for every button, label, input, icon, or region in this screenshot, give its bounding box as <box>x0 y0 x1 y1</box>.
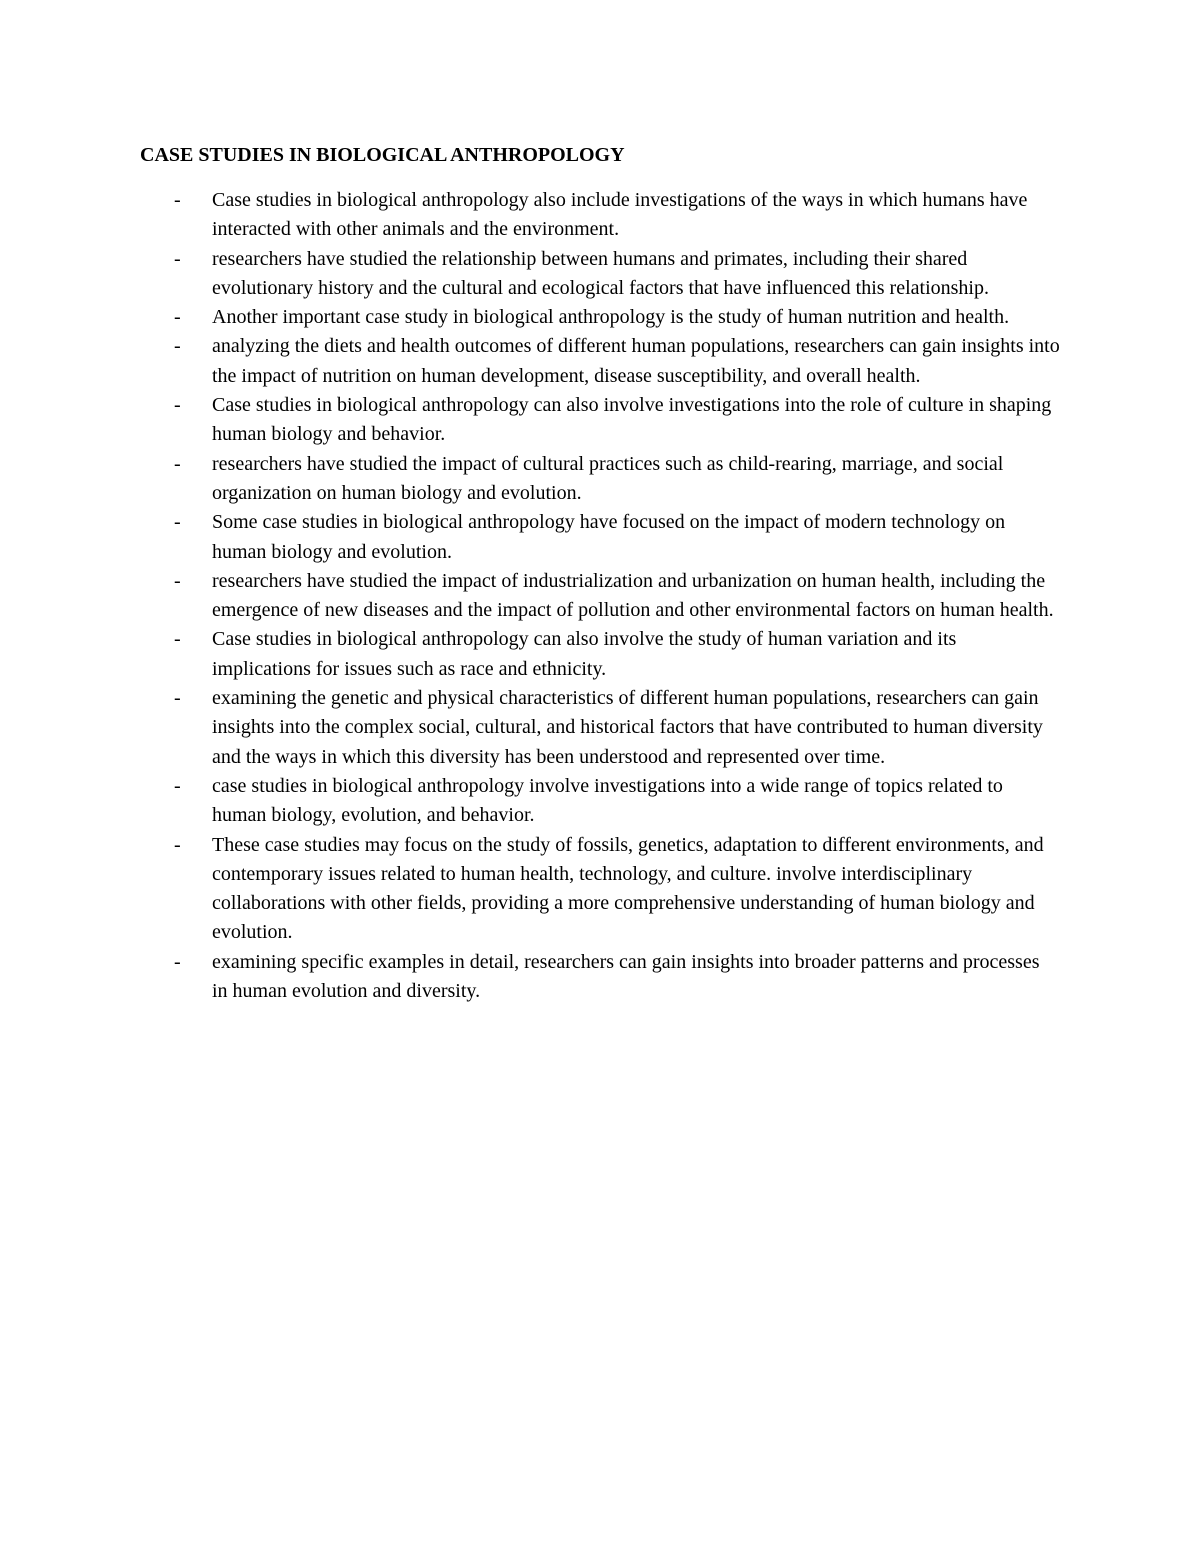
bullet-marker: - <box>174 306 181 329</box>
bullet-marker: - <box>174 950 181 973</box>
bullet-item <box>140 303 1060 332</box>
bullet-marker: - <box>174 394 181 417</box>
bullet-text: analyzing the diets and health outcomes of different human populations, researchers can gain insights into the impact of nutrition on human development, disease susceptibility, and overall health. <box>212 335 1060 387</box>
bullet-text: Another important case study in biological anthropology is the study of human nutrition and health. <box>212 306 1010 329</box>
bullet-item <box>140 948 1060 1007</box>
bullet-marker: - <box>174 833 181 856</box>
bullet-marker: - <box>174 335 181 358</box>
bullet-item <box>140 508 1060 567</box>
bullet-item <box>140 450 1060 509</box>
bullet-marker: - <box>174 774 181 797</box>
bullet-text: Case studies in biological anthropology can also involve investigations into the role of culture in shaping human biology and behavior. <box>212 394 1052 446</box>
bullet-text: researchers have studied the relationship between humans and primates, including their shared evolutionary history and the cultural and ecological factors that have influenced this relationship. <box>212 247 989 299</box>
bullet-text: researchers have studied the impact of industrialization and urbanization on human health, including the emergence of new diseases and the impact of pollution and other environmental factors on human health. <box>212 569 1054 622</box>
bullet-text: examining the genetic and physical characteristics of different human populations, researchers can gain insights into the complex social, cultural, and historical factors that have contributed to human diversity and the ways in which this diversity has been understood and represented over time. <box>212 687 1043 768</box>
bullet-text: Case studies in biological anthropology can also involve the study of human variation and its implications for issues such as race and ethnicity. <box>212 628 957 680</box>
bullet-marker: - <box>174 687 181 710</box>
document-title: CASE STUDIES IN BIOLOGICAL ANTHROPOLOGY <box>140 144 625 166</box>
bullet-marker: - <box>174 189 181 211</box>
bullet-item <box>140 186 1060 245</box>
bullet-item <box>140 625 1060 684</box>
bullet-item <box>140 332 1060 391</box>
bullet-text: Case studies in biological anthropology also include investigations of the ways in which humans have interacted with other animals and the environment. <box>212 189 1028 241</box>
bullet-item <box>140 567 1060 626</box>
bullet-item <box>140 684 1060 772</box>
bullet-text: examining specific examples in detail, researchers can gain insights into broader patterns and processes in human evolution and diversity. <box>212 950 1040 1003</box>
bullet-item <box>140 245 1060 304</box>
bullet-text: researchers have studied the impact of cultural practices such as child-rearing, marriage, and social organization on human biology and evolution. <box>212 452 1004 504</box>
bullet-text: case studies in biological anthropology involve investigations into a wide range of topics related to human biology, evolution, and behavior. <box>212 774 1003 827</box>
bullet-marker: - <box>174 511 181 534</box>
bullet-marker: - <box>174 628 181 651</box>
bullet-text: Some case studies in biological anthropology have focused on the impact of modern technology on human biology and evolution. <box>212 511 1006 563</box>
bullet-item <box>140 831 1060 948</box>
bullet-marker: - <box>174 569 181 592</box>
bullet-marker: - <box>174 247 181 270</box>
bullet-text: These case studies may focus on the study of fossils, genetics, adaptation to different environments, and contemporary issues related to human health, technology, and culture. involve interdisciplinary collaborations with other fields, providing a more comprehensive understanding of human biology and evolution. <box>212 833 1044 944</box>
bullet-item <box>140 391 1060 450</box>
bullet-item <box>140 772 1060 831</box>
bullet-list <box>140 186 1060 1006</box>
bullet-marker: - <box>174 452 181 475</box>
